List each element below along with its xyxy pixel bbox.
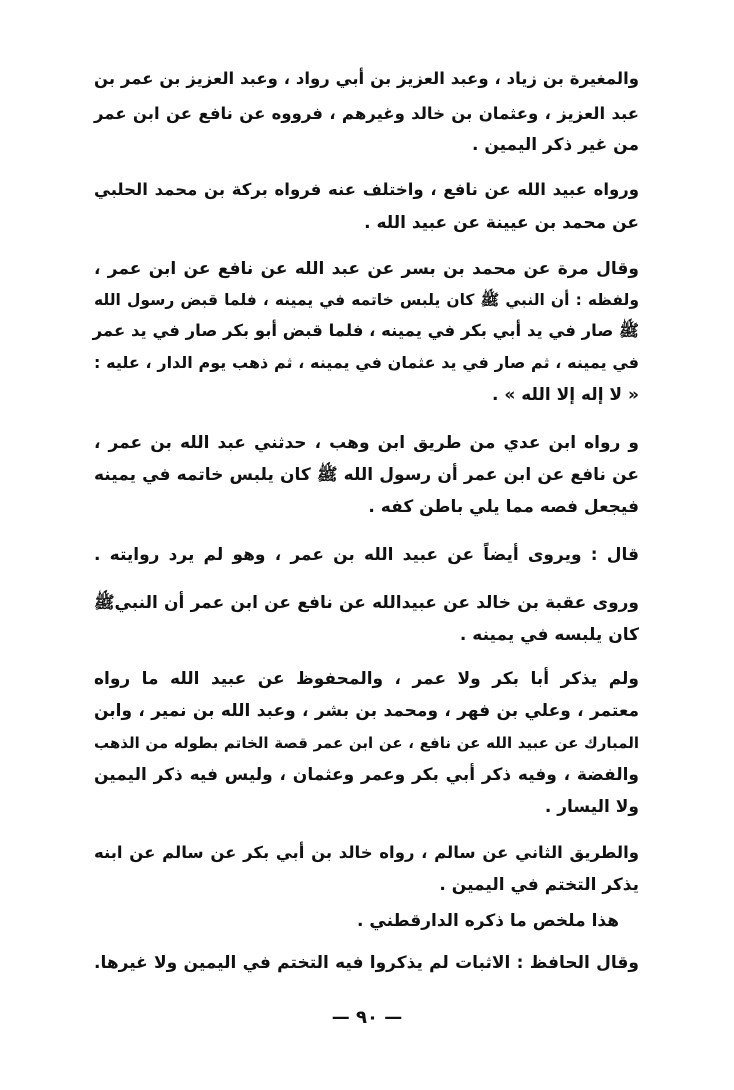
text-line: وقال الحافظ : الاثبات لم يذكروا فيه التختم في اليمين ولا غيرها.	[94, 953, 639, 973]
text-line: والمغيرة بن زياد ، وعبد العزيز بن أبي رواد ، وعبد العزيز بن عمر بن	[94, 69, 639, 88]
text-line: عن نافع عن ابن عمر أن رسول الله ﷺ كان يلبس خاتمه في يمينه	[94, 465, 639, 485]
text-line: قال : ويروى أيضاً عن عبيد الله بن عمر ، وهو لم يرد روايته .	[94, 545, 639, 565]
text-line: كان يلبسه في يمينه .	[459, 625, 639, 645]
text-line: ﷺ صار في يد أبي بكر في يمينه ، فلما قبض أبو بكر صار في يد عمر	[92, 321, 639, 340]
text-line: و رواه ابن عدي من طريق ابن وهب ، حدثني عبد الله بن عمر ،	[94, 433, 639, 453]
page-number: — ٩٠ —	[331, 1007, 403, 1028]
text-line: وقال مرة عن محمد بن بسر عن عبد الله عن نافع عن ابن عمر ،	[94, 259, 639, 279]
text-line: عبد العزيز ، وعثمان بن خالد وغيرهم ، فرووه عن نافع عن ابن عمر	[94, 104, 639, 123]
text-line: ولفظه : أن النبي ﷺ كان يلبس خاتمه في يمينه ، فلما قبض رسول الله	[94, 291, 639, 309]
text-line: هذا ملخص ما ذكره الدارقطني .	[357, 911, 619, 931]
text-line: في يمينه ، ثم صار في يد عثمان في يمينه ، ثم ذهب يوم الدار ، عليه :	[94, 353, 639, 372]
text-line: والفضة ، وفيه ذكر أبي بكر وعمر وعثمان ، وليس فيه ذكر اليمين	[94, 765, 639, 785]
text-line: والطريق الثاني عن سالم ، رواه خالد بن أبي بكر عن سالم عن ابنه	[94, 843, 639, 862]
text-line: من غير ذكر اليمين .	[471, 135, 639, 155]
text-line: « لا إله إلا الله » .	[491, 385, 639, 405]
text-line: وروى عقبة بن خالد عن عبيدالله عن نافع عن ابن عمر أن النبيﷺ	[94, 593, 639, 613]
text-line: عن محمد بن عيينة عن عبيد الله .	[364, 213, 639, 233]
text-line: فيجعل فصه مما يلي باطن كفه .	[368, 497, 639, 517]
text-line: معتمر ، وعلي بن فهر ، ومحمد بن بشر ، وعبد الله بن نمير ، وابن	[94, 701, 639, 721]
text-line: المبارك عن عبيد الله عن نافع ، عن ابن عمر قصة الخاتم بطوله من الذهب	[94, 734, 639, 752]
text-line: ولم يذكر أبا بكر ولا عمر ، والمحفوظ عن عبيد الله ما رواه	[94, 669, 639, 689]
text-line: ولا اليسار .	[544, 797, 639, 817]
text-line: ورواه عبيد الله عن نافع ، واختلف عنه فرواه بركة بن محمد الحلبي	[94, 180, 639, 199]
text-line: يذكر التختم في اليمين .	[439, 875, 639, 895]
